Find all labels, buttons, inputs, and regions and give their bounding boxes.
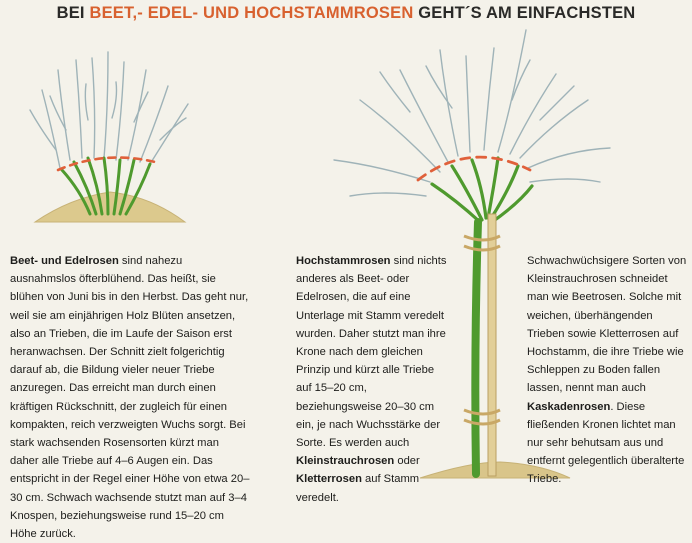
text-column-beet-edelrosen xyxy=(10,252,250,543)
body-text: auf Stamm veredelt. xyxy=(296,473,420,504)
paragraph-hochstammrosen xyxy=(296,252,452,507)
body-text: oder xyxy=(394,455,420,468)
paragraph-beet-edelrosen xyxy=(10,252,250,543)
text-column-kaskadenrosen xyxy=(527,252,687,489)
paragraph-kaskadenrosen xyxy=(527,252,687,489)
term-beet-edelrosen: Beet- und Edelrosen xyxy=(10,255,119,267)
term-kletterrosen: Kletterrosen xyxy=(296,473,362,486)
headline-part-1: BEI xyxy=(56,4,90,22)
body-text: sind nichts anderes als Beet- oder Edelrosen, die auf eine Unterlage mit Stamm veredelt wurden. Daher stutzt man ihre Krone nach dem gleichen Prinzip und kürzt alle Triebe auf 15–20 cm, beziehungsweise 20–30 cm ein, je nach Wuchsstärke der Sorte. Es werden auch xyxy=(296,255,447,450)
body-text: sind nahezu ausnahmslos öfterblühend. Das heißt, sie blühen von Juni bis in den Herbst. Das geht nur, weil sie am einjährigen Holz Blüten ansetzen, also an Trieben, die im Laufe der Saison erst heranwachsen. Der Schnitt zielt folgerichtig darauf ab, die Bildung vieler neuer Triebe anzuregen. Das erreicht man durch einen kräftigen Rückschnitt, der zugleich für einen kompakten, reich verzweigten Wuchs sorgt. Bei stark wachsenden Rosensorten kürzt man daher alle Triebe auf 4–6 Augen ein. Das entspricht in der Regel einer Höhe von etwa 20–30 cm. Schwach wachsende stutzt man auf 3–4 Knospen, beziehungsweise rund 15–20 cm Höhe zurück. xyxy=(10,255,250,541)
term-kleinstrauchrosen: Kleinstrauchrosen xyxy=(296,455,395,468)
term-hochstammrosen: Hochstammrosen xyxy=(296,255,391,267)
headline-part-2: GEHT´S AM EINFACHSTEN xyxy=(413,4,636,22)
term-kaskadenrosen: Kaskadenrosen xyxy=(527,400,611,413)
headline xyxy=(0,4,692,23)
body-text: Schwachwüchsigere Sorten von Kleinstrauchrosen schneidet man wie Beetrosen. Solche mit weichen, überhängenden Trieben sowie Kletterrosen auf Hochstamm, die ihre Triebe wie Schleppen zu Boden fallen lassen, nennt man auch xyxy=(527,255,687,395)
text-column-hochstammrosen xyxy=(296,252,452,507)
bush-rose-illustration xyxy=(30,52,188,222)
headline-accent: BEET,- EDEL- UND HOCHSTAMMROSEN xyxy=(89,4,414,22)
body-text: . Diese fließenden Kronen lichtet man nur sehr behutsam aus und entfernt gelegentlich überalterte Triebe. xyxy=(527,400,685,486)
